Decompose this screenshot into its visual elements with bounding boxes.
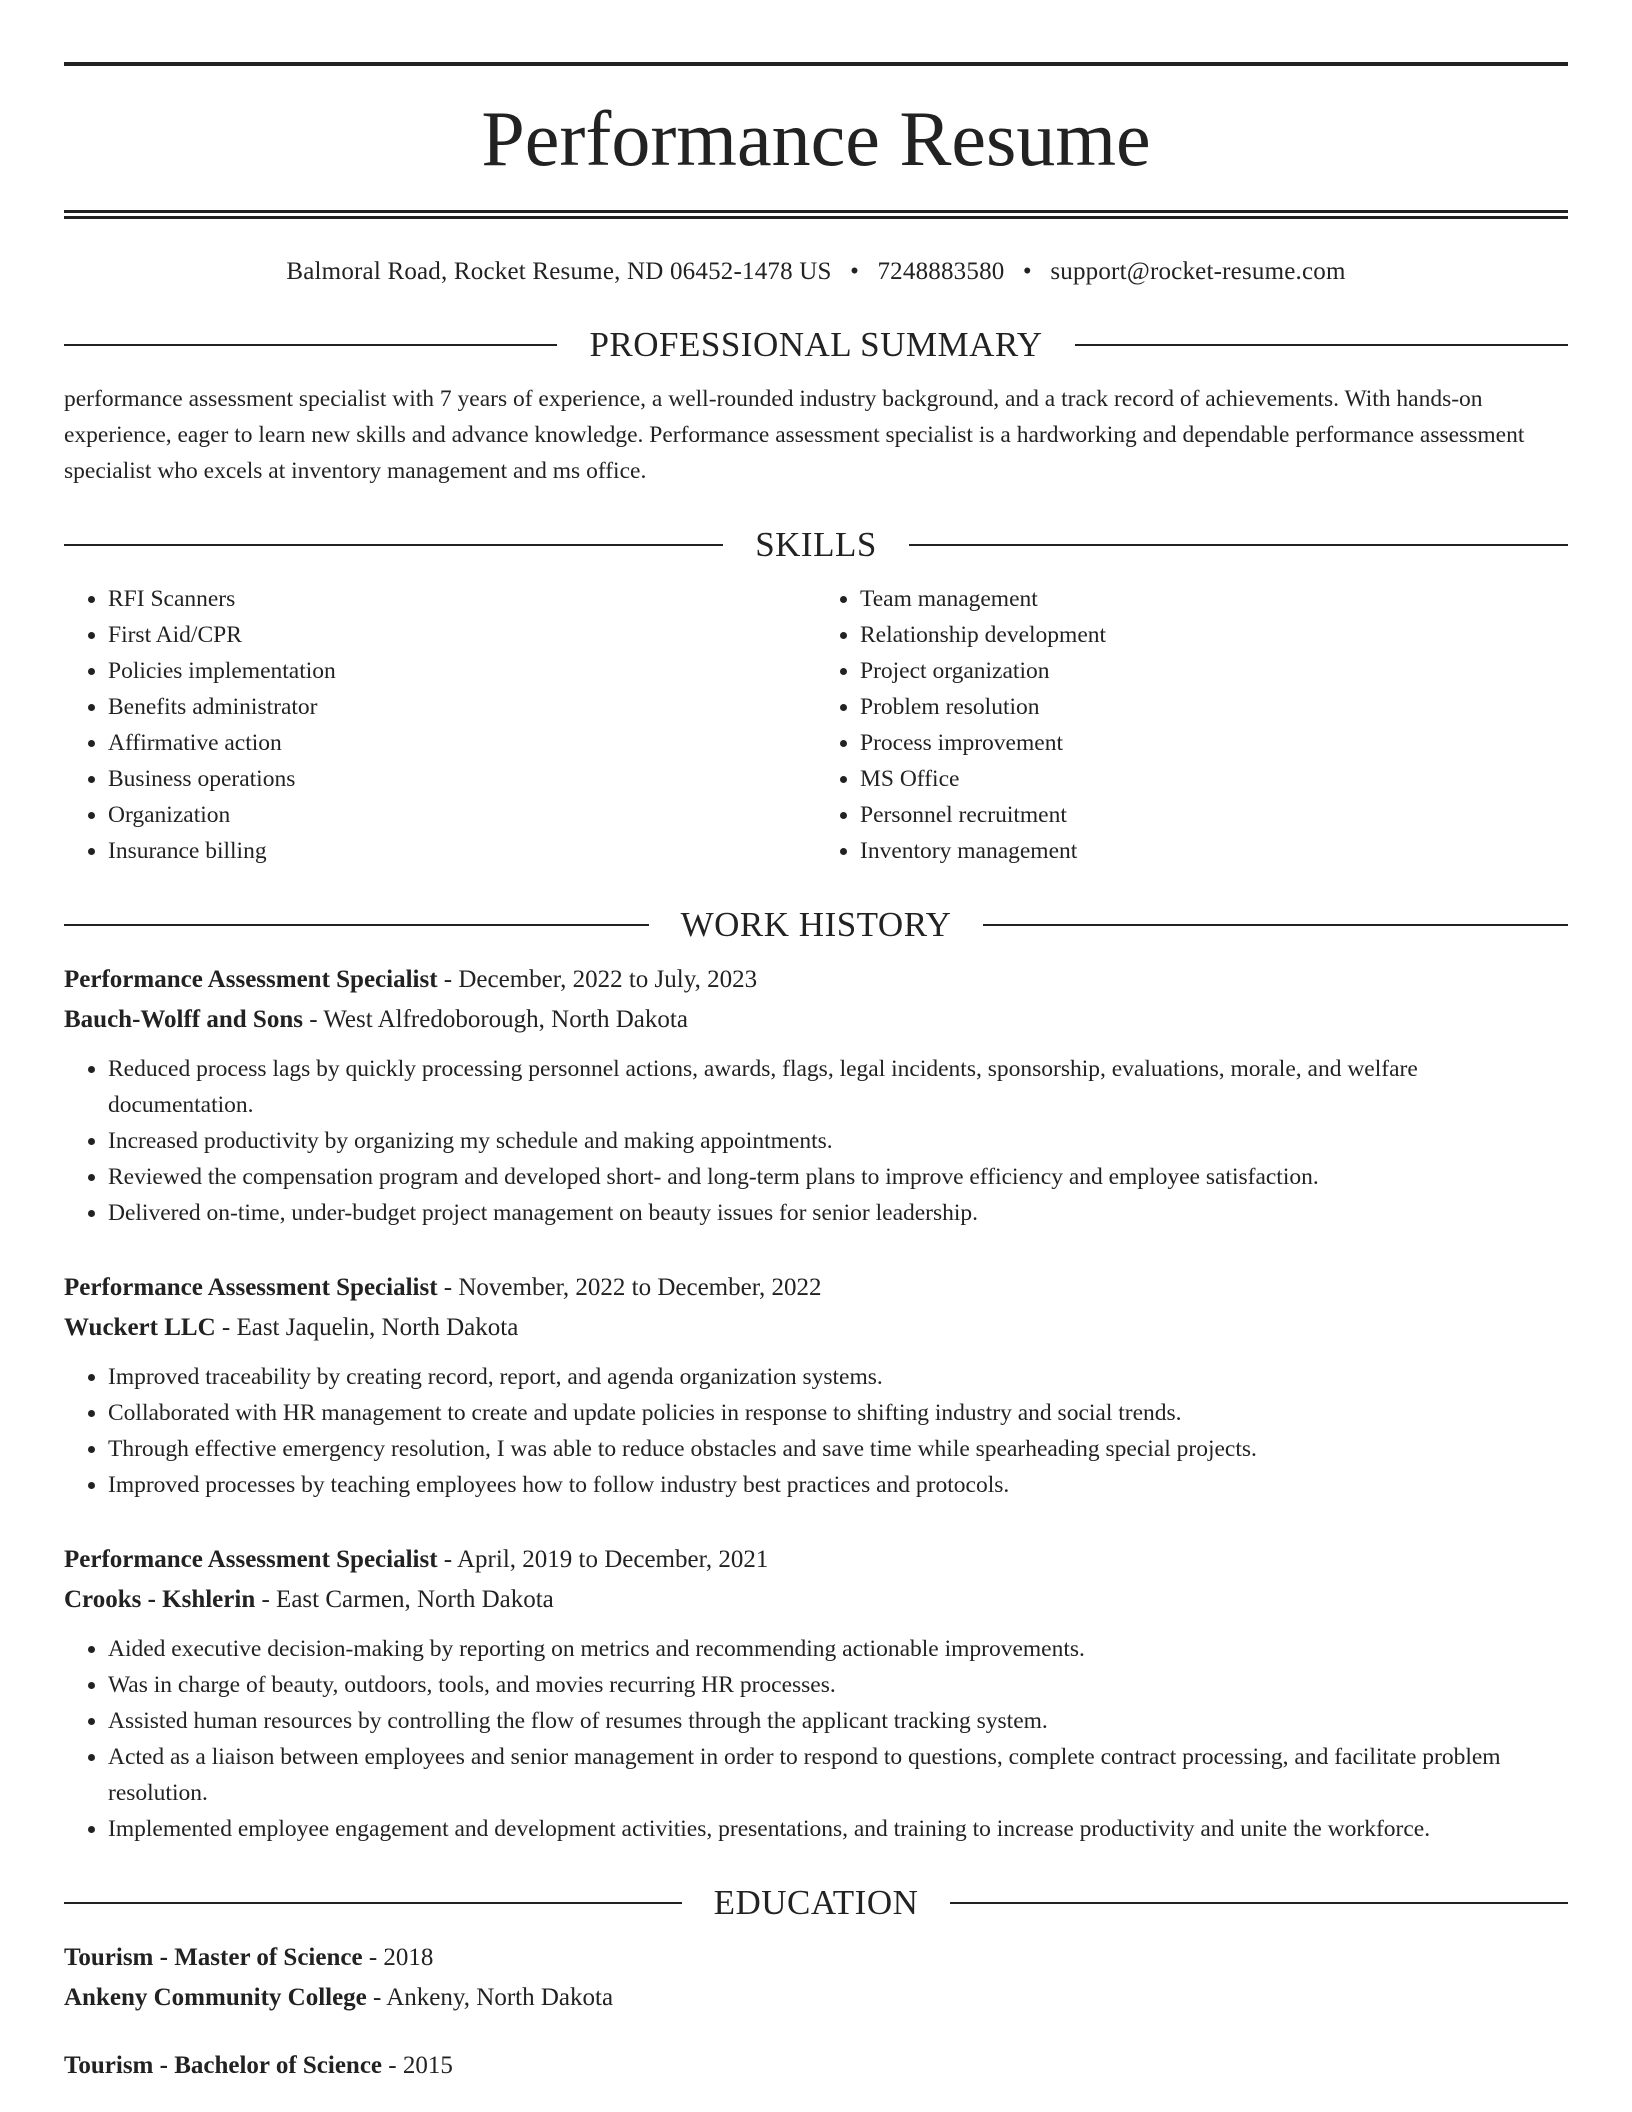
education-entry: [64, 1939, 1568, 2017]
education-degree: Tourism - Master of Science: [64, 1944, 363, 1971]
summary-text: performance assessment specialist with 7 years of experience, a well-rounded industry background, and a track record of achievements. With hands-on experience, eager to learn new skills and advance knowledge. Performance assessment specialist is a hardworking and dependable performance assessment specialist who excels at inventory management and ms office.: [64, 386, 1525, 484]
job-bullets: [64, 1359, 1568, 1503]
skill-item: • Problem resolution: [860, 689, 1568, 725]
job-title-line: [64, 1541, 1568, 1579]
contact-separator: •: [1022, 258, 1032, 285]
job-company-line: [64, 1309, 1568, 1347]
skill-item: • Policies implementation: [108, 653, 816, 689]
education-school: Ankeny Community College: [64, 1984, 367, 2011]
skill-item: • Relationship development: [860, 617, 1568, 653]
education-year: - 2018: [362, 1944, 434, 1971]
job-location: - West Alfredoborough, North Dakota: [302, 1006, 688, 1033]
section-rule: [64, 544, 723, 546]
job-company-line: [64, 1581, 1568, 1619]
section-rule: [983, 924, 1568, 926]
skill-item: • Organization: [108, 797, 816, 833]
job-bullet: • Through effective emergency resolution, I was able to reduce obstacles and save time while spearheading special projects.: [108, 1431, 1568, 1467]
job-dates: - April, 2019 to December, 2021: [437, 1546, 769, 1573]
job-bullet: • Increased productivity by organizing my schedule and making appointments.: [108, 1123, 1568, 1159]
contact-phone: 7248883580: [877, 258, 1005, 285]
job-bullet: • Assisted human resources by controlling the flow of resumes through the applicant tracking system.: [108, 1703, 1568, 1739]
contact-email: support@rocket-resume.com: [1050, 258, 1346, 285]
skill-item: • First Aid/CPR: [108, 617, 816, 653]
education-degree: Tourism - Bachelor of Science: [64, 2052, 383, 2079]
education-year: - 2015: [382, 2052, 453, 2079]
job-bullet: • Collaborated with HR management to create and update policies in response to shifting industry and social trends.: [108, 1395, 1568, 1431]
job-bullet: • Improved traceability by creating record, report, and agenda organization systems.: [108, 1359, 1568, 1395]
section-title-work: WORK HISTORY: [680, 905, 952, 944]
title-double-rule: [64, 210, 1568, 219]
job-bullet: • Implemented employee engagement and development activities, presentations, and training to increase productivity and unite the workforce.: [108, 1811, 1568, 1847]
job-title: Performance Assessment Specialist: [64, 1546, 438, 1573]
job-company: Crooks - Kshlerin: [64, 1586, 256, 1613]
skills-column-left: [64, 581, 816, 869]
education-school-line: [64, 1979, 1568, 2017]
job-title: Performance Assessment Specialist: [64, 1274, 438, 1301]
section-title-education: EDUCATION: [713, 1883, 919, 1922]
job-bullet: • Reviewed the compensation program and developed short- and long-term plans to improve efficiency and employee satisfaction.: [108, 1159, 1568, 1195]
job-bullet: • Improved processes by teaching employees how to follow industry best practices and protocols.: [108, 1467, 1568, 1503]
education-entry: [64, 2047, 1568, 2085]
section-rule: [64, 924, 649, 926]
job-entry: [64, 1269, 1568, 1503]
job-bullet: • Delivered on-time, under-budget project management on beauty issues for senior leadership.: [108, 1195, 1568, 1231]
job-company: Bauch-Wolff and Sons: [64, 1006, 303, 1033]
skill-item: • Process improvement: [860, 725, 1568, 761]
top-rule: [64, 62, 1568, 66]
skills-column-right: [816, 581, 1568, 869]
section-header-skills: [64, 523, 1568, 567]
skill-item: • Benefits administrator: [108, 689, 816, 725]
job-title-line: [64, 961, 1568, 999]
education-degree-line: [64, 2047, 1568, 2085]
job-company-line: [64, 1001, 1568, 1039]
job-bullet: • Acted as a liaison between employees and senior management in order to respond to questions, complete contract processing, and facilitate problem resolution.: [108, 1739, 1568, 1811]
resume-page: [64, 62, 1568, 2085]
skill-item: • Inventory management: [860, 833, 1568, 869]
job-title: Performance Assessment Specialist: [64, 966, 438, 993]
skill-item: • Project organization: [860, 653, 1568, 689]
job-bullets: [64, 1051, 1568, 1231]
job-bullet: • Was in charge of beauty, outdoors, tools, and movies recurring HR processes.: [108, 1667, 1568, 1703]
skill-item: • Affirmative action: [108, 725, 816, 761]
education-degree-line: [64, 1939, 1568, 1977]
job-bullet: • Aided executive decision-making by reporting on metrics and recommending actionable improvements.: [108, 1631, 1568, 1667]
section-rule: [950, 1902, 1568, 1904]
job-title-line: [64, 1269, 1568, 1307]
section-title-summary: PROFESSIONAL SUMMARY: [589, 325, 1043, 364]
skills-list: [64, 581, 1568, 869]
section-title-skills: SKILLS: [755, 525, 877, 564]
job-dates: - November, 2022 to December, 2022: [437, 1274, 822, 1301]
skill-item: • Personnel recruitment: [860, 797, 1568, 833]
section-rule: [64, 344, 557, 346]
job-entry: [64, 961, 1568, 1231]
resume-title: Performance Resume: [481, 95, 1151, 182]
contact-separator: •: [850, 258, 860, 285]
job-location: - East Jaquelin, North Dakota: [215, 1314, 519, 1341]
section-header-work: [64, 903, 1568, 947]
skill-item: • Business operations: [108, 761, 816, 797]
section-rule: [64, 1902, 682, 1904]
skill-item: • MS Office: [860, 761, 1568, 797]
job-dates: - December, 2022 to July, 2023: [437, 966, 758, 993]
job-bullet: • Reduced process lags by quickly processing personnel actions, awards, flags, legal incidents, sponsorship, evaluations, morale, and welfare documentation.: [108, 1051, 1568, 1123]
section-rule: [909, 544, 1568, 546]
section-header-education: [64, 1881, 1568, 1925]
skill-item: • Team management: [860, 581, 1568, 617]
job-entry: [64, 1541, 1568, 1847]
job-location: - East Carmen, North Dakota: [255, 1586, 554, 1613]
section-header-summary: [64, 323, 1568, 367]
education-location: - Ankeny, North Dakota: [366, 1984, 614, 2011]
job-bullets: [64, 1631, 1568, 1847]
contact-address: Balmoral Road, Rocket Resume, ND 06452-1478 US: [286, 258, 832, 285]
section-rule: [1075, 344, 1568, 346]
skill-item: • RFI Scanners: [108, 581, 816, 617]
skill-item: • Insurance billing: [108, 833, 816, 869]
contact-line: [64, 255, 1568, 289]
job-company: Wuckert LLC: [64, 1314, 216, 1341]
